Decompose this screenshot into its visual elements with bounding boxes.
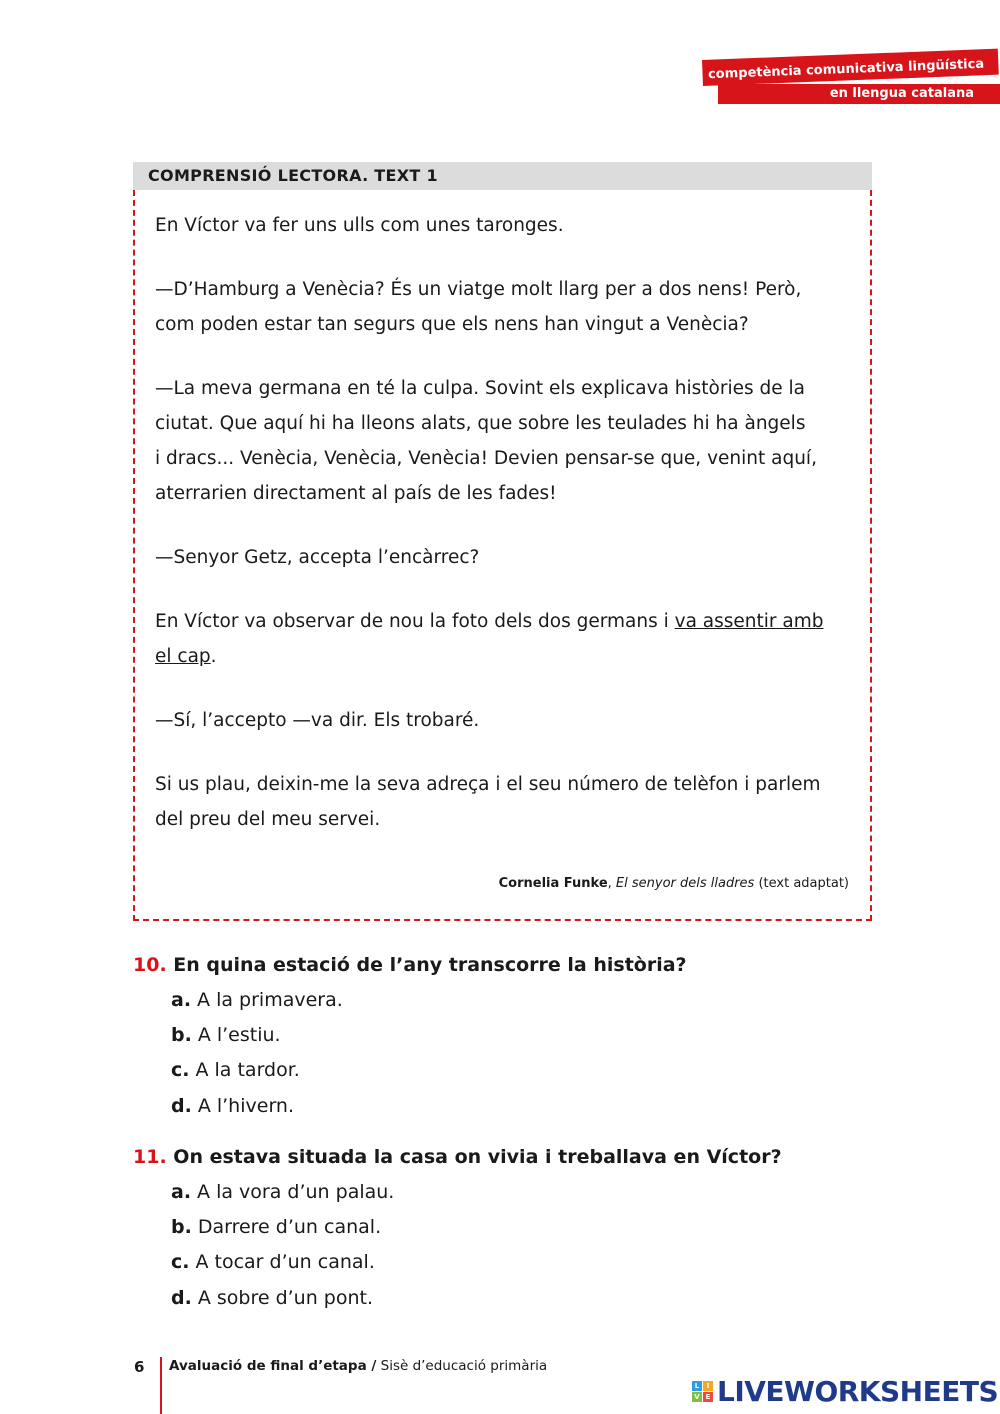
option-text: A la tardor.: [195, 1059, 300, 1081]
logo-tile: E: [703, 1392, 713, 1402]
section-title: COMPRENSIÓ LECTORA. TEXT 1: [148, 166, 438, 185]
answer-option[interactable]: [171, 1024, 281, 1046]
question-11: [133, 1146, 782, 1168]
answer-option[interactable]: [171, 1216, 381, 1238]
underlined-phrase: el cap: [155, 646, 211, 667]
footer-caption-bold: Avaluació de final d’etapa /: [169, 1358, 377, 1374]
option-letter: c.: [171, 1251, 190, 1273]
underlined-phrase: va assentir amb: [674, 611, 824, 632]
page-number: 6: [134, 1358, 145, 1376]
logo-tile: L: [692, 1381, 702, 1391]
answer-option[interactable]: [171, 1095, 294, 1117]
option-letter: b.: [171, 1216, 192, 1238]
text-line: com poden estar tan segurs que els nens han vingut a Venècia?: [155, 314, 749, 335]
text-line: del preu del meu servei.: [155, 809, 381, 830]
logo-tile: V: [692, 1392, 702, 1402]
credit-author: Cornelia Funke: [498, 876, 608, 891]
question-number: 10.: [133, 954, 167, 976]
text-line: i dracs... Venècia, Venècia, Venècia! Devien pensar-se que, venint aquí,: [155, 448, 817, 469]
text-line: ciutat. Que aquí hi ha lleons alats, que sobre les teulades hi ha àngels: [155, 413, 806, 434]
banner-line-2: en llengua catalana: [829, 86, 974, 101]
text-line: —La meva germana en té la culpa. Sovint els explicava històries de la: [155, 378, 805, 399]
option-letter: a.: [171, 1181, 192, 1203]
logo-tile: I: [703, 1381, 713, 1391]
credit-separator: ,: [607, 876, 616, 891]
option-text: A la primavera.: [197, 989, 343, 1011]
banner-line-1: competència comunicativa lingüística: [707, 56, 985, 83]
liveworksheets-logo: [692, 1376, 998, 1406]
option-text: A la vora d’un palau.: [197, 1181, 395, 1203]
text-paragraph: [155, 604, 855, 674]
text-paragraph: —Senyor Getz, accepta l’encàrrec?: [155, 547, 480, 568]
question-text: En quina estació de l’any transcorre la història?: [173, 954, 687, 976]
answer-option[interactable]: [171, 1251, 375, 1273]
logo-icon: [692, 1381, 713, 1402]
option-text: Darrere d’un canal.: [197, 1216, 382, 1238]
text-paragraph: [155, 371, 855, 511]
footer-caption-rest: Sisè d’educació primària: [376, 1358, 548, 1374]
answer-option[interactable]: [171, 989, 343, 1011]
text-segment: En Víctor va observar de nou la foto dels dos germans i: [155, 611, 675, 632]
text-paragraph: [155, 767, 855, 837]
option-text: A sobre d’un pont.: [197, 1287, 374, 1309]
question-text: On estava situada la casa on vivia i treballava en Víctor?: [173, 1146, 782, 1168]
section-title-bar: [133, 162, 872, 190]
question-10: [133, 954, 687, 976]
text-line: aterrarien directament al país de les fades!: [155, 483, 557, 504]
option-letter: d.: [171, 1287, 192, 1309]
option-letter: b.: [171, 1024, 192, 1046]
footer-divider: [160, 1357, 162, 1414]
text-paragraph: —Sí, l’accepto —va dir. Els trobaré.: [155, 710, 480, 731]
answer-option[interactable]: [171, 1181, 394, 1203]
answer-option[interactable]: [171, 1059, 300, 1081]
answer-option[interactable]: [171, 1287, 373, 1309]
question-number: 11.: [133, 1146, 167, 1168]
source-credit: [499, 876, 849, 891]
text-line: —D’Hamburg a Venècia? És un viatge molt llarg per a dos nens! Però,: [155, 279, 802, 300]
text-segment: .: [210, 646, 217, 667]
text-paragraph: En Víctor va fer uns ulls com unes taronges.: [155, 215, 564, 236]
text-line: Si us plau, deixin-me la seva adreça i el seu número de telèfon i parlem: [155, 774, 821, 795]
text-paragraph: [155, 272, 855, 342]
option-letter: a.: [171, 989, 192, 1011]
option-letter: d.: [171, 1095, 192, 1117]
credit-note: (text adaptat): [754, 876, 849, 891]
logo-text: LIVEWORKSHEETS: [717, 1374, 999, 1408]
credit-title: El senyor dels lladres: [615, 876, 755, 891]
option-letter: c.: [171, 1059, 190, 1081]
footer-caption: [169, 1358, 547, 1374]
option-text: A tocar d’un canal.: [195, 1251, 375, 1273]
option-text: A l’estiu.: [197, 1024, 281, 1046]
option-text: A l’hivern.: [197, 1095, 294, 1117]
header-banner: [700, 56, 1000, 106]
